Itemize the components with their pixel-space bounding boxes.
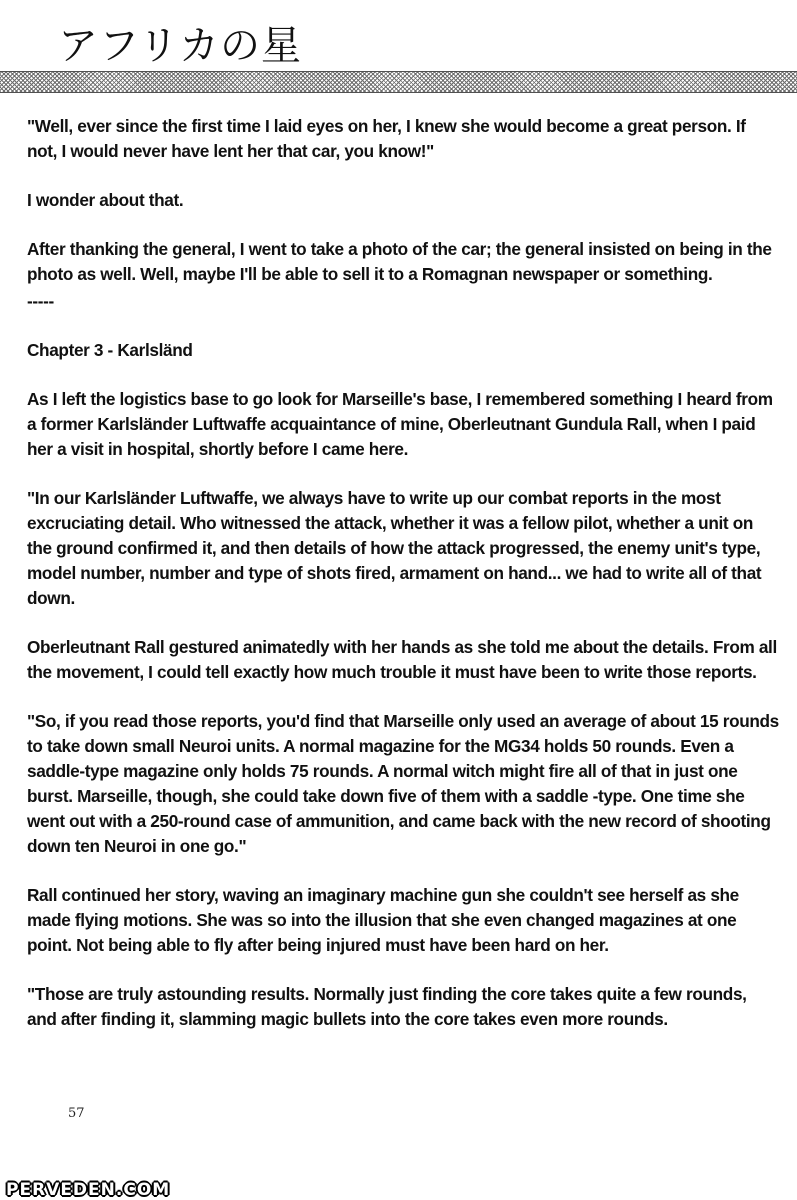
chapter-heading: Chapter 3 - Karlsländ (27, 340, 193, 360)
paragraph: After thanking the general, I went to take a photo of the car; the general insisted on being in the photo as well. Well, maybe I'll be able to sell it to a Romagnan newspaper or something. (27, 239, 772, 284)
paragraph: "So, if you read those reports, you'd find that Marseille only used an average of about 15 rounds to take down small Neuroi units. A normal magazine for the MG34 holds 50 rounds. Even a saddle-type magazine only holds 75 rounds. A normal witch might fire all of that in just one burst. Marseille, though, she could take down five of them with a saddle -type. One time she went out with a 250-round case of ammunition, and came back with the new record of shooting down ten Neuroi in one go." (27, 711, 779, 856)
paragraph: Rall continued her story, waving an imaginary machine gun she couldn't see herself as she made flying motions. She was so into the illusion that she even changed magazines at one point. Not being able to fly after being injured must have been hard on her. (27, 885, 739, 955)
paragraph: "Well, ever since the first time I laid eyes on her, I knew she would become a great person. If not, I would never have lent her that car, you know!" (27, 116, 746, 161)
page-title: アフリカの星 (58, 23, 302, 69)
site-watermark: PERVEDEN.COM (6, 1180, 171, 1200)
title-divider (0, 71, 797, 93)
paragraph: As I left the logistics base to go look for Marseille's base, I remembered something I heard from a former Karlsländer Luftwaffe acquaintance of mine, Oberleutnant Gundula Rall, when I paid her a visit in hospital, shortly before I came here. (27, 389, 773, 459)
paragraph: I wonder about that. (27, 190, 184, 210)
paragraph: Oberleutnant Rall gestured animatedly with her hands as she told me about the details. From all the movement, I could tell exactly how much trouble it must have been to write those reports. (27, 637, 777, 682)
page-number: 57 (68, 1106, 85, 1121)
article-body (27, 114, 779, 1056)
section-separator: ----- (27, 291, 54, 311)
paragraph: "Those are truly astounding results. Normally just finding the core takes quite a few rounds, and after finding it, slamming magic bullets into the core takes even more rounds. (27, 984, 747, 1029)
paragraph: "In our Karlsländer Luftwaffe, we always have to write up our combat reports in the most excruciating detail. Who witnessed the attack, whether it was a fellow pilot, whether a unit on the ground confirmed it, and then details of how the attack progressed, the enemy unit's type, model number, number and type of shots fired, armament on hand... we had to write all of that down. (27, 488, 762, 608)
